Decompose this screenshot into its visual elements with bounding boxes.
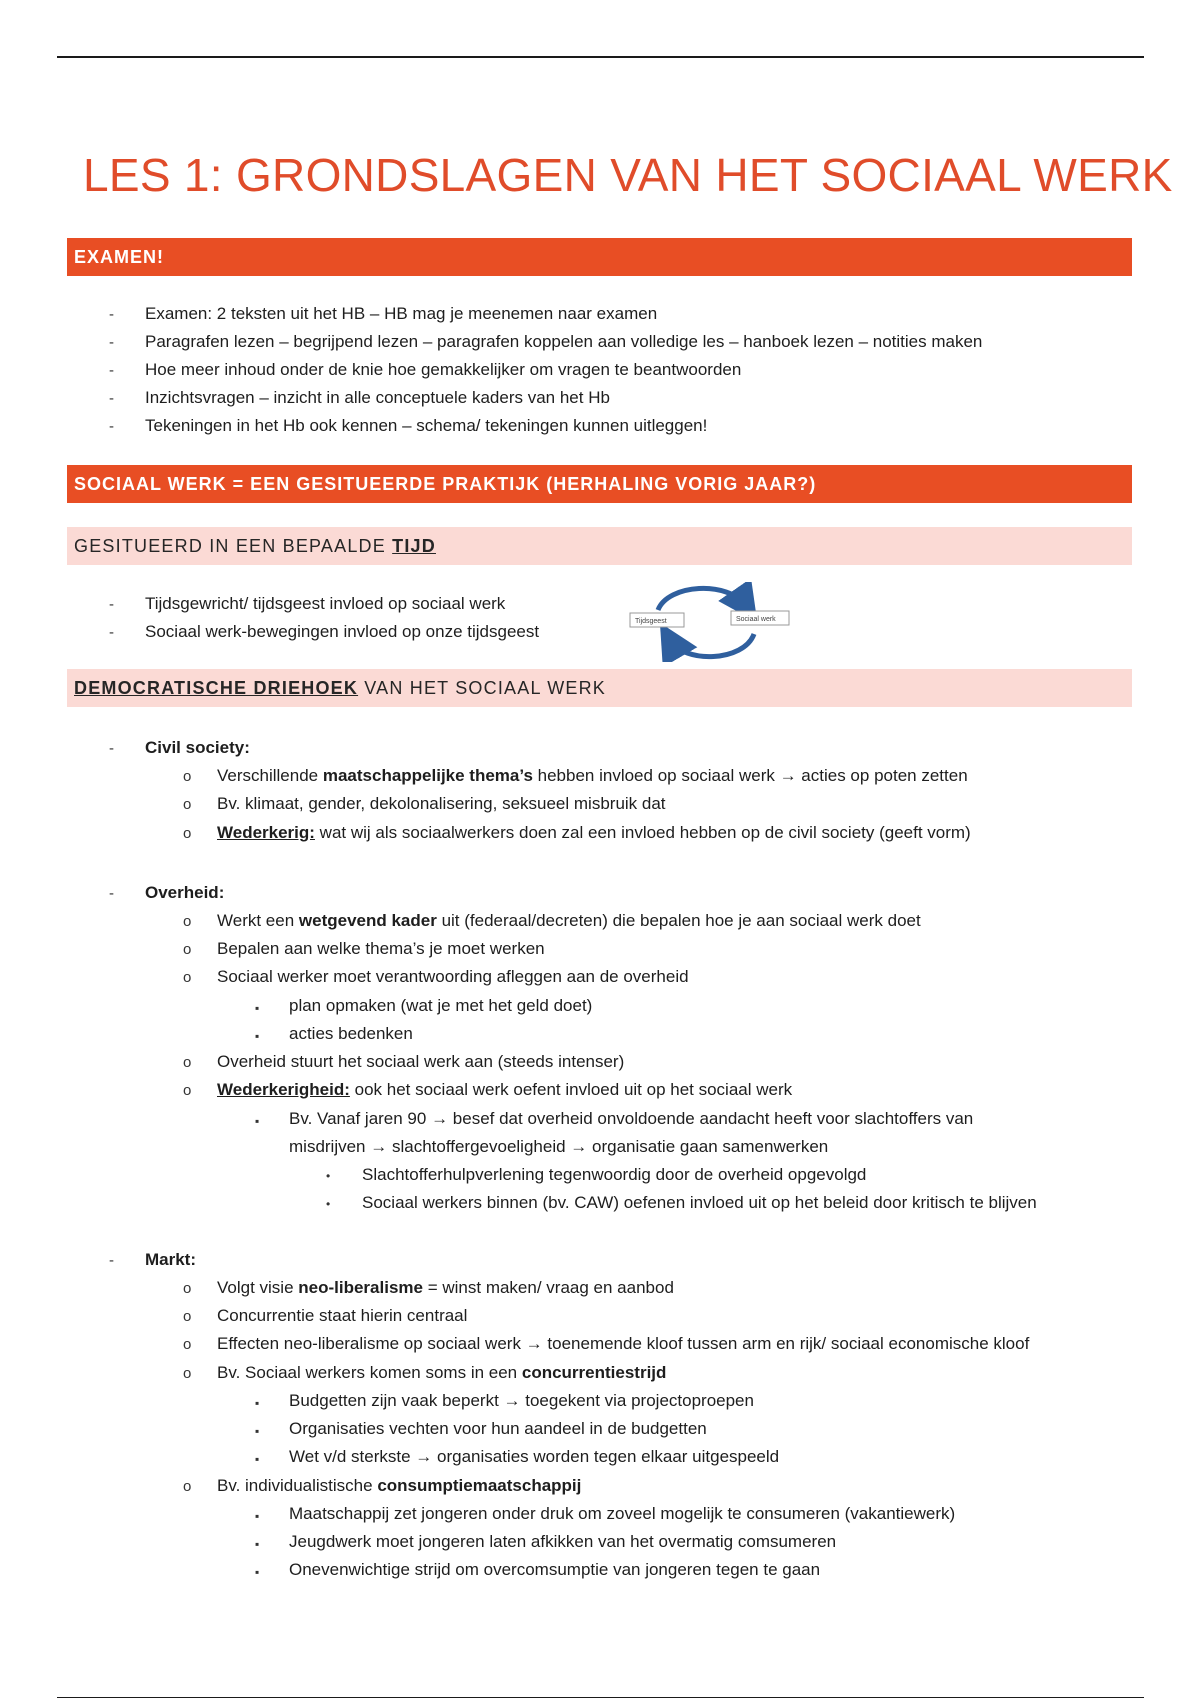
square-marker: ▪ [255,1396,260,1410]
dash-marker: - [109,885,114,902]
square-marker: ▪ [255,1537,260,1551]
circle-marker: o [183,941,192,958]
dash-marker: - [109,1252,114,1269]
overheid-item-3a: plan opmaken (wat je met het geld doet) [289,996,593,1015]
overheid-label: Overheid: [145,883,225,902]
diagram-label-left: Tijdsgeest [635,618,667,625]
examen-item-5: Tekeningen in het Hb ook kennen – schema/ tekeningen kunnen uitleggen! [145,416,708,435]
overheid-item-5 [217,1080,792,1100]
civil-item-2: Bv. klimaat, gender, dekolonalisering, seksueel misbruik dat [217,794,666,813]
underlined-text: Wederkerigheid: [217,1080,350,1099]
circle-marker: o [183,1280,192,1297]
markt-label: Markt: [145,1250,197,1269]
dot-marker: • [326,1169,331,1183]
tijd-item-2: Sociaal werk-bewegingen invloed op onze tijdsgeest [145,622,540,641]
circle-marker: o [183,1365,192,1382]
dash-marker: - [109,306,114,323]
underlined-text: Wederkerig: [217,823,315,842]
text: Bv. individualistische [217,1476,378,1495]
markt-item-4 [217,1363,666,1383]
circle-marker: o [183,969,192,986]
bold-text: neo-liberalisme [298,1278,423,1297]
circle-marker: o [183,1336,192,1353]
square-marker: ▪ [255,1114,260,1128]
top-rule [57,56,1144,58]
text: wat wij als sociaalwerkers doen zal een invloed hebben op de civil society (geeft vorm) [314,823,971,842]
text: Verschillende [217,766,323,785]
overheid-item-4: Overheid stuurt het sociaal werk aan (steeds intenser) [217,1052,625,1071]
bold-text: wetgevend kader [298,911,437,930]
markt-item-4b: Organisaties vechten voor hun aandeel in de budgetten [289,1419,707,1438]
examen-item-4: Inzichtsvragen – inzicht in alle conceptuele kaders van het Hb [145,388,610,407]
markt-item-1 [217,1278,674,1298]
bold-text: concurrentiestrijd [521,1363,667,1382]
square-marker: ▪ [255,1029,260,1043]
circle-marker: o [183,1082,192,1099]
section-heading-sociaal-werk: SOCIAAL WERK = EEN GESITUEERDE PRAKTIJK (HERHALING VORIG JAAR?) [67,465,1132,503]
square-marker: ▪ [255,1565,260,1579]
text: Volgt visie [217,1278,299,1297]
markt-item-3: Effecten neo-liberalisme op sociaal werk → toenemende kloof tussen arm en rijk/ sociaal economische kloof [217,1334,1030,1353]
cycle-arrow-top [658,588,746,610]
circle-marker: o [183,825,192,842]
section-heading-examen: EXAMEN! [67,238,1132,276]
markt-item-5b: Jeugdwerk moet jongeren laten afkikken van het overmatig comsumeren [289,1532,837,1551]
circle-marker: o [183,913,192,930]
subsection-heading-driehoek [67,669,1132,707]
heading-emphasis: DEMOCRATISCHE DRIEHOEK [74,678,359,698]
page-title: LES 1: GRONDSLAGEN VAN HET SOCIAAL WERK [83,149,1173,201]
markt-item-4a: Budgetten zijn vaak beperkt → toegekent via projectoproepen [289,1391,754,1410]
overheid-item-3: Sociaal werker moet verantwoording afleggen aan de overheid [217,967,689,986]
dash-marker: - [109,624,114,641]
examen-item-2: Paragrafen lezen – begrijpend lezen – paragrafen koppelen aan volledige les – hanboek lezen – notities maken [145,332,983,351]
text: = winst maken/ vraag en aanbod [422,1278,674,1297]
dash-marker: - [109,596,114,613]
cycle-arrow-bottom [670,634,754,657]
text: uit (federaal/decreten) die bepalen hoe je aan sociaal werk doet [436,911,921,930]
dash-marker: - [109,334,114,351]
text: Werkt een [217,911,299,930]
overheid-item-1 [217,911,921,931]
overheid-item-2: Bepalen aan welke thema’s je moet werken [217,939,545,958]
square-marker: ▪ [255,1001,260,1015]
dash-marker: - [109,740,114,757]
subsection-heading-tijd [67,527,1132,565]
markt-item-5c: Onevenwichtige strijd om overcomsumptie van jongeren tegen te gaan [289,1560,821,1579]
markt-item-5a: Maatschappij zet jongeren onder druk om zoveel mogelijk te consumeren (vakantiewerk) [289,1504,956,1523]
dash-marker: - [109,362,114,379]
dot-marker: • [326,1197,331,1211]
examen-item-1: Examen: 2 teksten uit het HB – HB mag je meenemen naar examen [145,304,658,323]
text: Bv. Sociaal werkers komen soms in een [217,1363,522,1382]
tijd-item-1: Tijdsgewricht/ tijdsgeest invloed op sociaal werk [145,594,506,613]
examen-item-3: Hoe meer inhoud onder de knie hoe gemakkelijker om vragen te beantwoorden [145,360,742,379]
square-marker: ▪ [255,1509,260,1523]
markt-item-4c: Wet v/d sterkste → organisaties worden tegen elkaar uitgespeeld [289,1447,780,1466]
bold-text: maatschappelijke thema’s [322,766,533,785]
heading-text: VAN HET SOCIAAL WERK [358,678,606,698]
bottom-rule [57,1697,1144,1698]
text: ook het sociaal werk oefent invloed uit op het sociaal werk [349,1080,793,1099]
bold-text: consumptiemaatschappij [377,1476,582,1495]
diagram-label-right: Sociaal werk [736,616,776,623]
heading-text: GESITUEERD IN EEN BEPAALDE [74,536,393,556]
civil-item-3 [217,823,971,843]
overheid-item-5a-line2: misdrijven → slachtoffergevoeligheid → organisatie gaan samenwerken [289,1137,829,1156]
dash-marker: - [109,390,114,407]
markt-item-2: Concurrentie staat hierin centraal [217,1306,468,1325]
overheid-item-5a-ii: Sociaal werkers binnen (bv. CAW) oefenen invloed uit op het beleid door kritisch te blijven [362,1193,1037,1212]
heading-emphasis: TIJD [392,536,436,556]
circle-marker: o [183,1054,192,1071]
dash-marker: - [109,418,114,435]
markt-item-5 [217,1476,581,1496]
circle-marker: o [183,796,192,813]
square-marker: ▪ [255,1424,260,1438]
overheid-item-5a-i: Slachtofferhulpverlening tegenwoordig door de overheid opgevolgd [362,1165,867,1184]
circle-marker: o [183,1308,192,1325]
square-marker: ▪ [255,1452,260,1466]
overheid-item-3b: acties bedenken [289,1024,413,1043]
cycle-diagram [628,582,792,662]
civil-label: Civil society: [145,738,250,757]
text: hebben invloed op sociaal werk → acties op poten zetten [532,766,968,785]
circle-marker: o [183,768,192,785]
circle-marker: o [183,1478,192,1495]
overheid-item-5a-line1: Bv. Vanaf jaren 90 → besef dat overheid onvoldoende aandacht heeft voor slachtoffers van [289,1109,974,1128]
civil-item-1 [217,766,968,786]
